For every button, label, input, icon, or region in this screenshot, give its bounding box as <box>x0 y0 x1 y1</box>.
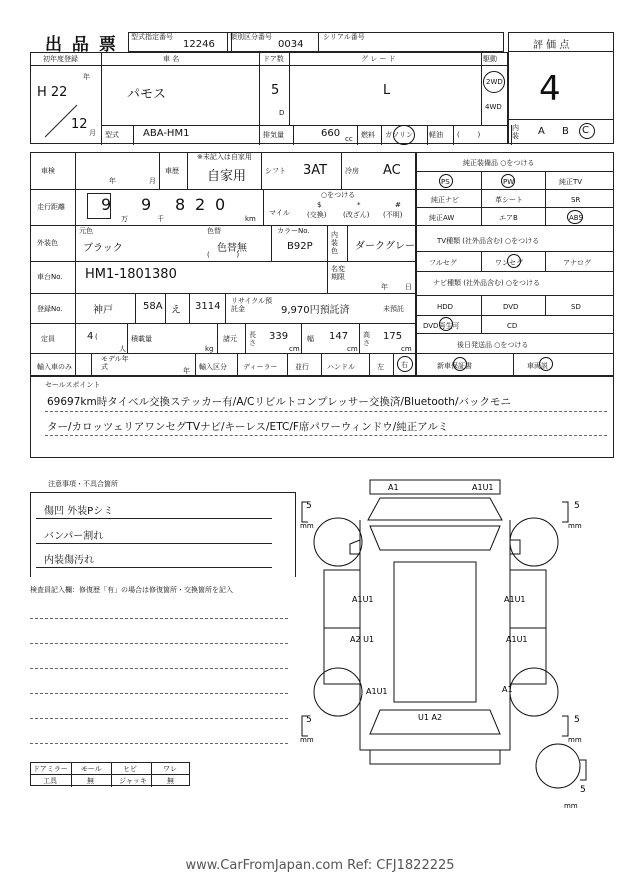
type-no-box: 型式指定番号 12246 <box>128 32 232 52</box>
reg-class: 58A <box>143 301 163 312</box>
car-name-value: パモス <box>127 87 167 102</box>
svg-text:mm: mm <box>300 522 314 530</box>
class-no-value: 0034 <box>278 39 304 50</box>
tire-spare-value: 5 <box>580 785 586 795</box>
tire-fr-value: 5 <box>574 501 580 511</box>
svg-text:mm: mm <box>564 802 578 810</box>
score-box: 評 価 点 4 <box>508 32 614 144</box>
height-value: 175 <box>383 331 403 342</box>
vehicle-details-block: 車検 年 月 車歴 ※未記入は自家用 自家用 シフト 3AT 冷房 AC 走行距離 9 万 9 千 8 2 0 km ○をつける マイル $ (交換) * (改ざん) # (不明) 外装色 元色 ブラック 色替 色替無 ( ) カラーNo. B92P 内装色 ダークグレー 車台No. HM1-1801380 名変期限 年 日 登録No. 神戸 58A え 3114 リサイクル預託金 9,970円預託済 未預託 定員 4 ( 人 積載量 kg 諸元 長さ 339 cm 幅 147 cm 高さ 175 cm 輸入車のみ モデル年式 年 輸入区分 ディーラー 並行 ハンドル 左 右 <box>30 152 416 376</box>
model-value: ABA-HM1 <box>143 128 190 139</box>
footer-watermark: www.CarFromJapan.com Ref: CFJ1822225 <box>185 858 455 873</box>
basic-info-block: 初年度登録 車 名 ドア数 グ レ ー ド 駆動 年 H 22 12 月 パモス 5 D L 2WD 4WD 型式 ABA-HM1 排気量 660 cc 燃料 ガソリン 軽油 ( ) <box>30 52 508 144</box>
class-no-box: 類別区分番号 0034 <box>227 32 319 52</box>
mileage-digit: 2 <box>195 195 206 214</box>
doors-value: 5 <box>271 83 280 98</box>
displacement-value: 660 <box>321 128 341 139</box>
mileage-digit: 9 <box>101 195 112 214</box>
car-damage-diagram <box>290 470 620 820</box>
serial-box: シリアル番号 <box>318 32 504 52</box>
reg-area: 神戸 <box>93 305 113 316</box>
note-line-1: 傷凹 外装Pシミ <box>44 506 114 517</box>
tools-table: ドアミラー モール ヒビ ワレ 工具 無 ジャッキ 無 <box>30 762 190 786</box>
interior-grade: 内装 A B C <box>508 118 614 144</box>
dmg-quarter-rr: A1 <box>502 685 513 694</box>
recycle-value: 9,970円預託済 <box>281 305 350 316</box>
reg-kana: え <box>171 305 181 316</box>
score-value: 4 <box>539 69 561 109</box>
form-title: 出 品 票 <box>45 35 118 55</box>
interior-color-value: ダークグレー <box>355 241 415 252</box>
shift-value: 3AT <box>303 163 328 178</box>
usage-value: 自家用 <box>207 169 247 184</box>
mileage-digit: 8 <box>175 195 186 214</box>
svg-text:mm: mm <box>568 522 582 530</box>
first-reg-era: H 22 <box>37 85 68 100</box>
inspector-label: 検査員記入欄：修復歴「有」の場合は修復箇所・交換箇所を記入 <box>30 586 233 594</box>
tire-rl-value: 5 <box>306 715 312 725</box>
cooler-value: AC <box>383 163 401 178</box>
orig-color-value: ブラック <box>83 243 123 254</box>
mileage-digit: 9 <box>141 195 152 214</box>
svg-text:mm: mm <box>568 736 582 744</box>
length-value: 339 <box>269 331 289 342</box>
width-value: 147 <box>329 331 349 342</box>
svg-text:mm: mm <box>300 736 314 744</box>
notes-label: 注意事項・不具合箇所 <box>48 480 118 488</box>
capacity-value: 4 <box>87 331 94 342</box>
reg-num: 3114 <box>195 301 221 312</box>
dmg-door-rl: A2 U1 <box>350 635 375 644</box>
dmg-quarter-rl: A1U1 <box>366 687 388 696</box>
tire-fl-value: 5 <box>306 501 312 511</box>
dmg-door-rr: A1U1 <box>506 635 528 644</box>
mileage-digit: 0 <box>215 195 226 214</box>
color-change-value: 色替無 <box>217 243 247 254</box>
equipment-block: 純正装備品 ○をつける PS PW 純正TV 純正ナビ 革シート SR 純正AW エアB ABS TV種類 (社外品含む) ○をつける フルセグ ワンセグ アナログ ナビ種類 (社外品含む) ○をつける HDD DVD SD DVD再生可 CD 後日発送品 ○をつける 新車保証書 車両説 <box>416 152 614 376</box>
type-no-value: 12246 <box>183 39 215 50</box>
chassis-value: HM1-1801380 <box>85 267 177 282</box>
dmg-rear: U1 A2 <box>418 713 443 722</box>
dmg-front-right: A1U1 <box>472 483 494 492</box>
note-line-2: バンパー割れ <box>44 531 104 542</box>
sales-line-1: 69697km時タイベル交換ステッカー有/A/Cリビルトコンプレッサー交換済/Bluetooth/バックモニ <box>47 396 511 408</box>
dmg-door-fl: A1U1 <box>352 595 374 604</box>
first-reg-month: 12 <box>71 117 88 132</box>
tire-rr-value: 5 <box>574 715 580 725</box>
dmg-front-left: A1 <box>388 483 399 492</box>
color-no-value: B92P <box>287 241 313 252</box>
sales-line-2: ター/カロッツェリアワンセグTVナビ/キーレス/ETC/F席パワーウィンドウ/純正アルミ <box>47 421 449 433</box>
grade-value: L <box>383 83 391 98</box>
sales-point-block: セールスポイント 69697km時タイベル交換ステッカー有/A/Cリビルトコンプレッサー交換済/Bluetooth/バックモニ ター/カロッツェリアワンセグTVナビ/キーレス/ETC/F席パワーウィンドウ/純正アルミ <box>30 376 614 458</box>
note-line-3: 内装傷汚れ <box>44 555 94 566</box>
dmg-door-fr: A1U1 <box>504 595 526 604</box>
